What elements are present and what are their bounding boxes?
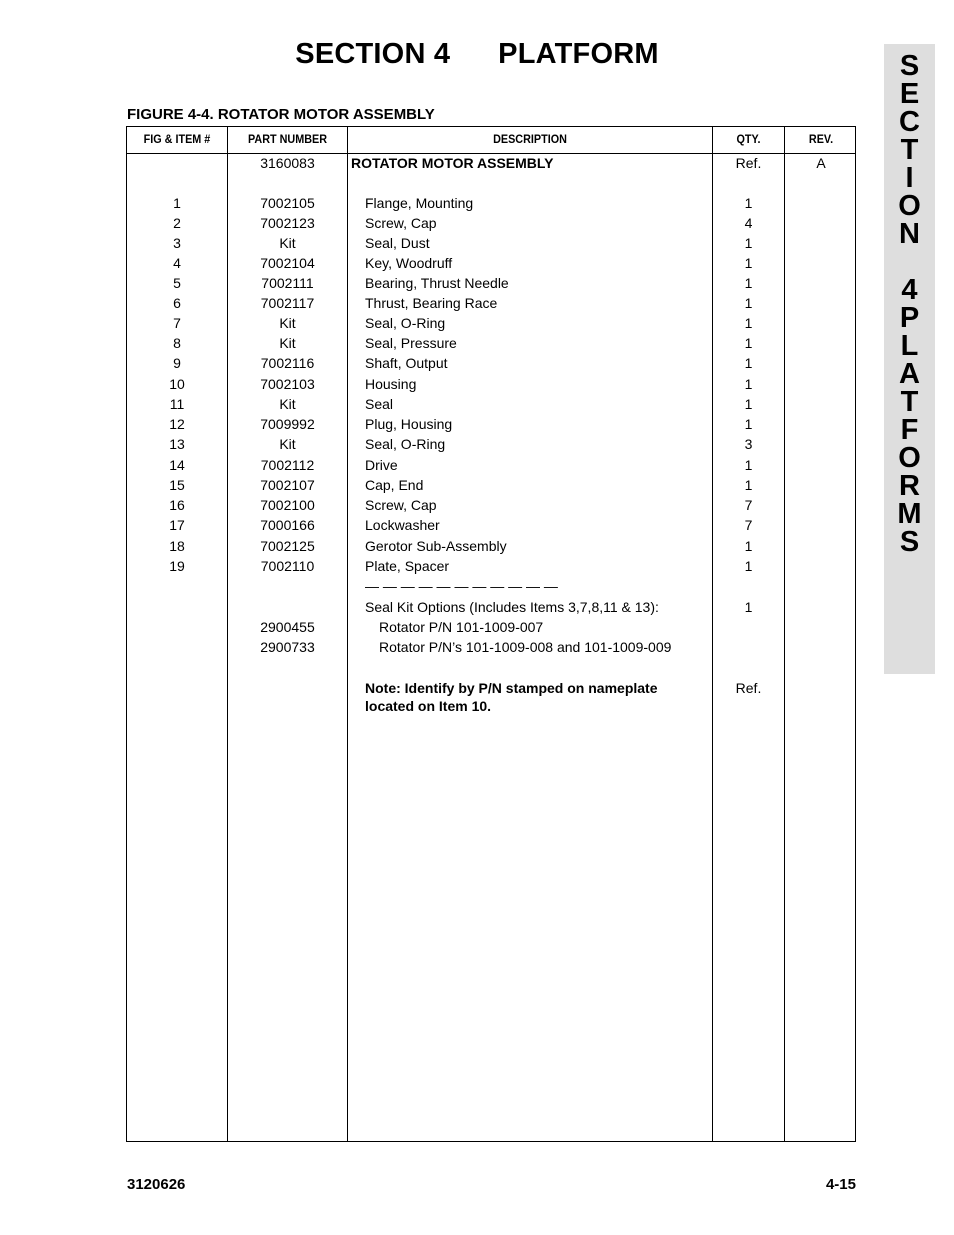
side-tab-letter: T	[900, 386, 919, 418]
part-number-cell: 3160083	[260, 155, 315, 171]
fig-cell: 8	[173, 335, 181, 351]
qty-cell: 7	[744, 517, 753, 533]
part-number-cell: 7000166	[260, 517, 315, 533]
rev-cell: A	[816, 155, 826, 171]
qty-cell: 1	[744, 235, 753, 251]
table-row	[127, 193, 855, 213]
qty-cell: 1	[744, 295, 753, 311]
description-cell: Shaft, Output	[365, 355, 448, 371]
description-cell: ROTATOR MOTOR ASSEMBLY	[351, 155, 554, 171]
part-number-cell: 7002103	[260, 376, 315, 392]
figure-title: FIGURE 4-4. ROTATOR MOTOR ASSEMBLY	[127, 106, 435, 123]
section-side-tab	[884, 44, 935, 674]
part-number-cell: Kit	[279, 335, 296, 351]
qty-cell: 1	[744, 315, 753, 331]
qty-cell: 1	[744, 599, 753, 615]
part-number-cell: 7002123	[260, 215, 315, 231]
doc-number: 3120626	[127, 1176, 186, 1193]
table-row	[127, 253, 855, 273]
side-tab-letter: O	[898, 190, 921, 222]
description-cell: — — — — — — — — — — —	[365, 578, 558, 594]
side-tab-letter: I	[905, 162, 914, 194]
description-cell: Gerotor Sub-Assembly	[365, 538, 507, 554]
fig-cell: 2	[173, 215, 181, 231]
side-tab-letter: M	[897, 498, 922, 530]
qty-cell: 1	[744, 335, 753, 351]
fig-cell: 17	[169, 517, 185, 533]
table-row	[127, 495, 855, 515]
section-label: SECTION 4	[295, 38, 451, 70]
table-row	[127, 637, 855, 657]
fig-cell: 14	[169, 457, 185, 473]
description-cell: Rotator P/N 101-1009-007	[379, 619, 544, 635]
part-number-cell: 7002110	[260, 558, 315, 574]
part-number-cell: 7002105	[260, 195, 315, 211]
table-row	[127, 556, 855, 576]
qty-cell: 1	[744, 195, 753, 211]
qty-cell: 1	[744, 416, 753, 432]
table-row	[127, 536, 855, 556]
description-cell: Seal, O-Ring	[365, 315, 446, 331]
qty-cell: 1	[744, 396, 753, 412]
page-number: 4-15	[825, 1176, 856, 1193]
description-cell: Screw, Cap	[365, 497, 437, 513]
table-row	[127, 273, 855, 293]
note-row	[127, 678, 855, 698]
qty-cell: 7	[744, 497, 753, 513]
description-cell: Flange, Mounting	[365, 195, 474, 211]
description-cell: Seal	[365, 396, 394, 412]
part-number-cell: 7002125	[260, 538, 315, 554]
part-number-cell: Kit	[279, 436, 296, 452]
fig-cell: 18	[169, 538, 185, 554]
fig-cell: 15	[169, 477, 185, 493]
col-header-part-number: PART NUMBER	[247, 132, 328, 146]
description-cell: Seal, O-Ring	[365, 436, 446, 452]
qty-cell: 1	[744, 376, 753, 392]
fig-cell: 5	[173, 275, 181, 291]
table-row	[127, 374, 855, 394]
table-row	[127, 293, 855, 313]
table-row	[127, 455, 855, 475]
table-row	[127, 394, 855, 414]
part-number-cell: 7002104	[260, 255, 315, 271]
part-number-cell: 7002112	[260, 457, 315, 473]
table-row	[127, 576, 855, 596]
table-row	[127, 515, 855, 535]
col-header-description: DESCRIPTION	[493, 132, 567, 146]
fig-cell: 16	[169, 497, 185, 513]
qty-cell: 1	[744, 457, 753, 473]
fig-cell: 11	[169, 396, 185, 412]
fig-cell: 9	[173, 355, 181, 371]
side-tab-letter: P	[899, 302, 920, 334]
section-name: PLATFORM	[498, 38, 659, 70]
description-cell: Rotator P/N’s 101-1009-008 and 101-1009-009	[379, 639, 672, 655]
side-tab-letter: 4	[901, 274, 918, 306]
side-tab-letter: N	[899, 218, 920, 250]
side-tab-letter: C	[899, 106, 920, 138]
col-header-rev: REV.	[808, 132, 834, 146]
table-row	[127, 233, 855, 253]
side-tab-letter: L	[900, 330, 919, 362]
description-cell: Lockwasher	[365, 517, 440, 533]
fig-cell: 13	[169, 436, 185, 452]
description-cell: Housing	[365, 376, 417, 392]
description-cell: Screw, Cap	[365, 215, 437, 231]
part-number-cell: 7009992	[260, 416, 315, 432]
part-number-cell: 2900455	[260, 619, 315, 635]
col-header-qty: QTY.	[736, 132, 761, 146]
table-row	[127, 475, 855, 495]
col-header-fig: FIG & ITEM #	[143, 132, 211, 146]
side-tab-letter: A	[899, 358, 920, 390]
side-tab-letter: O	[898, 442, 921, 474]
description-cell: Key, Woodruff	[365, 255, 453, 271]
table-row	[127, 414, 855, 434]
fig-cell: 4	[173, 255, 181, 271]
description-cell: Bearing, Thrust Needle	[365, 275, 509, 291]
table-row	[127, 153, 855, 173]
part-number-cell: 2900733	[260, 639, 315, 655]
description-cell: Drive	[365, 457, 398, 473]
part-number-cell: 7002107	[260, 477, 315, 493]
qty-cell: Ref.	[735, 155, 762, 171]
fig-cell: 10	[169, 376, 185, 392]
note-qty: Ref.	[735, 680, 762, 696]
qty-cell: 3	[744, 436, 753, 452]
side-tab-letter: R	[899, 470, 920, 502]
description-cell: Seal Kit Options (Includes Items 3,7,8,11 & 13):	[365, 599, 659, 615]
table-note: Note: Identify by P/N stamped on nameplate located on Item 10.	[365, 680, 658, 714]
description-cell: Thrust, Bearing Race	[365, 295, 498, 311]
qty-cell: 1	[744, 477, 753, 493]
side-tab-letter: S	[899, 526, 920, 558]
part-number-cell: 7002117	[260, 295, 315, 311]
description-cell: Seal, Dust	[365, 235, 430, 251]
qty-cell: 4	[744, 215, 753, 231]
description-cell: Seal, Pressure	[365, 335, 457, 351]
part-number-cell: Kit	[279, 396, 296, 412]
part-number-cell: Kit	[279, 315, 296, 331]
fig-cell: 7	[173, 315, 181, 331]
table-row	[127, 434, 855, 454]
description-cell: Cap, End	[365, 477, 424, 493]
side-tab-letter: S	[899, 50, 920, 82]
part-number-cell: 7002116	[260, 355, 315, 371]
fig-cell: 3	[173, 235, 181, 251]
qty-cell: 1	[744, 558, 753, 574]
qty-cell: 1	[744, 355, 753, 371]
fig-cell: 1	[173, 195, 181, 211]
table-row	[127, 597, 855, 617]
table-row	[127, 333, 855, 353]
qty-cell: 1	[744, 275, 753, 291]
table-row	[127, 353, 855, 373]
table-row	[127, 617, 855, 637]
fig-cell: 19	[169, 558, 185, 574]
qty-cell: 1	[744, 255, 753, 271]
description-cell: Plug, Housing	[365, 416, 453, 432]
side-tab-letter: T	[900, 134, 919, 166]
table-row	[127, 213, 855, 233]
side-tab-letter: F	[900, 414, 919, 446]
parts-table	[126, 126, 856, 1142]
side-tab-letter: E	[899, 78, 920, 110]
page-header	[0, 38, 954, 71]
fig-cell: 6	[173, 295, 181, 311]
part-number-cell: Kit	[279, 235, 296, 251]
table-row	[127, 313, 855, 333]
part-number-cell: 7002100	[260, 497, 315, 513]
description-cell: Plate, Spacer	[365, 558, 450, 574]
qty-cell: 1	[744, 538, 753, 554]
fig-cell: 12	[169, 416, 185, 432]
part-number-cell: 7002111	[261, 275, 314, 291]
